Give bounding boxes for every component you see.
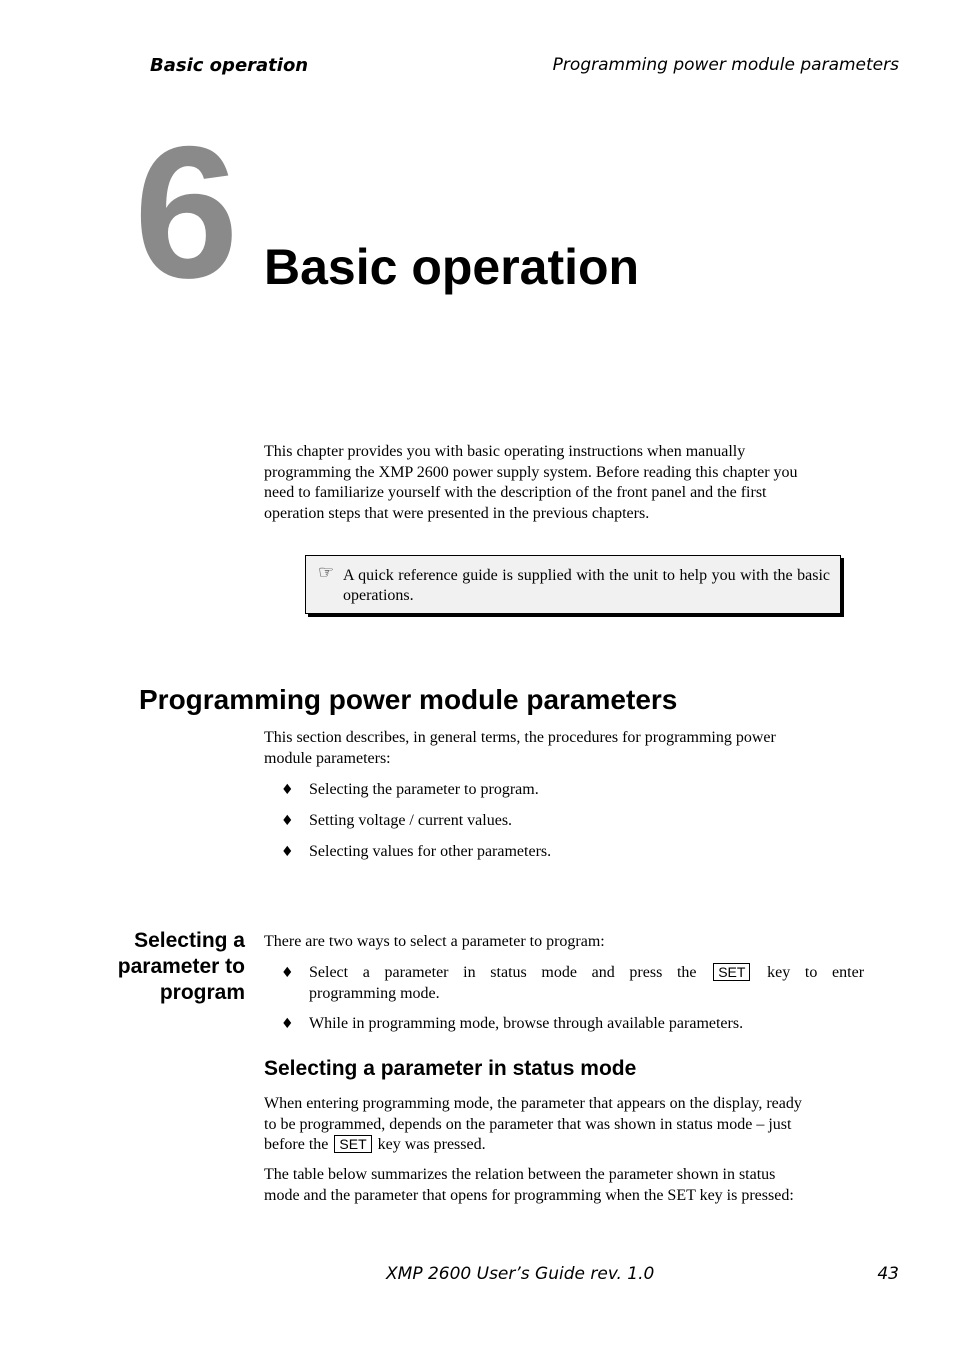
- list-item-text: [309, 963, 864, 1004]
- section-desc-line: This section describes, in general terms, the procedures for programming power: [264, 729, 776, 746]
- section-description: [264, 728, 864, 769]
- side-heading-line: program: [159, 981, 245, 1004]
- list-item-line: programming mode.: [309, 984, 440, 1002]
- list-item-text: Setting voltage / current values.: [309, 812, 513, 829]
- list-item-line: Select a parameter in status mode and press the SET key to enter: [309, 964, 865, 981]
- hand-pointing-icon: ☞: [318, 562, 335, 583]
- intro-line: programming the XMP 2600 power supply system. Before reading this chapter you: [264, 463, 798, 481]
- list-item: [281, 811, 513, 842]
- status-mode-paragraph-2: The table below summarizes the relation between the parameter shown in status mode and the parameter that opens for programming when the SET key is pressed:: [264, 1166, 794, 1204]
- intro-paragraph: [264, 442, 864, 524]
- diamond-bullet-icon: ♦: [281, 782, 294, 798]
- intro-line: need to familiarize yourself with the description of the front panel and the first: [264, 484, 767, 501]
- subsection-intro: There are two ways to select a parameter to program:: [264, 933, 605, 950]
- set-key-label: SET: [334, 1135, 371, 1153]
- list-item: [281, 1014, 864, 1035]
- list-item-text: Selecting values for other parameters.: [309, 843, 552, 860]
- side-heading-line: parameter to: [117, 955, 245, 978]
- page-number: 43: [877, 1264, 899, 1284]
- footer-guide-title: XMP 2600 User’s Guide rev. 1.0: [386, 1264, 655, 1284]
- set-key-label: SET: [713, 963, 750, 981]
- note-text: A quick reference guide is supplied with the unit to help you with the basic operations.: [343, 567, 830, 604]
- intro-line: operation steps that were presented in the previous chapters.: [264, 504, 650, 522]
- subsection-title: Selecting a parameter in status mode: [264, 1057, 637, 1080]
- chapter-number: 6: [134, 107, 239, 317]
- intro-line: This chapter provides you with basic operating instructions when manually: [264, 443, 746, 460]
- diamond-bullet-icon: ♦: [281, 844, 294, 860]
- running-header-chapter: Basic operation: [150, 55, 309, 76]
- bullet-list: [281, 780, 552, 873]
- diamond-bullet-icon: ♦: [281, 1016, 294, 1032]
- section-title: Programming power module parameters: [139, 684, 678, 715]
- list-item-text: Selecting the parameter to program.: [309, 781, 539, 798]
- list-item: [281, 780, 539, 811]
- diamond-bullet-icon: ♦: [281, 965, 294, 981]
- running-header-section: Programming power module parameters: [552, 55, 899, 75]
- note-box: [305, 555, 841, 614]
- status-mode-paragraph-1: When entering programming mode, the parameter that appears on the display, ready to be programmed, depends on the parameter that was shown in status mode – just before the SET key was pressed.: [264, 1095, 802, 1153]
- section-desc-line: module parameters:: [264, 749, 391, 767]
- list-item: [281, 842, 552, 873]
- diamond-bullet-icon: ♦: [281, 813, 294, 829]
- side-heading: [75, 928, 245, 1006]
- chapter-title: Basic operation: [264, 239, 640, 295]
- list-item-text: While in programming mode, browse through available parameters.: [309, 1015, 744, 1032]
- side-heading-line: Selecting a: [134, 929, 245, 952]
- list-item: [281, 963, 864, 1004]
